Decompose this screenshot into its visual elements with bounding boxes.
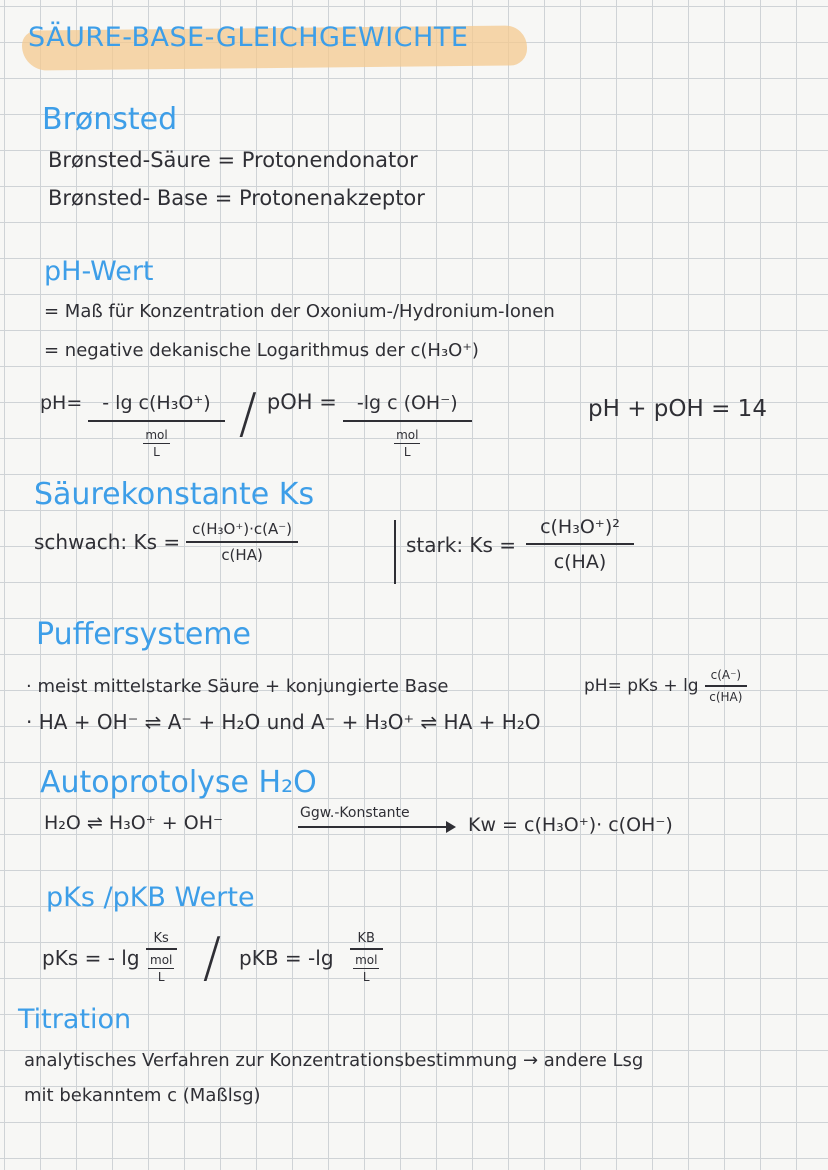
bronsted-base-line: Brønsted- Base = Protonenakzeptor: [48, 186, 425, 210]
pks-unit-top: mol: [150, 953, 173, 967]
ks-strong-label: stark: Ks =: [406, 532, 517, 557]
poh-numerator: -lg c (OH⁻): [343, 388, 472, 422]
pks-label: pKs = - lg: [42, 945, 140, 970]
buffer-formula-denominator: c(HA): [709, 690, 743, 704]
buffer-heading: Puffersysteme: [36, 617, 251, 652]
ph-poh-sum: pH + pOH = 14: [588, 396, 767, 422]
autoprotolysis-arrow-label: Ggw.-Konstante: [300, 805, 410, 821]
buffer-line-2: · HA + OH⁻ ⇌ A⁻ + H₂O und A⁻ + H₃O⁺ ⇌ HA + H₂O: [26, 710, 541, 734]
pks-unit-bottom: L: [157, 970, 165, 984]
pkb-numerator: KB: [350, 931, 383, 950]
ph-heading: pH-Wert: [44, 256, 154, 287]
pkb-unit-fraction: [353, 953, 379, 984]
ks-heading: Säurekonstante Ks: [34, 477, 315, 512]
ph-numerator: - lg c(H₃O⁺): [88, 388, 224, 422]
ph-formula-row: [40, 382, 472, 459]
poh-unit-top: mol: [396, 428, 419, 442]
poh-unit-bottom: L: [403, 445, 411, 459]
ks-weak-formula: [34, 520, 298, 564]
pks-numerator: Ks: [146, 931, 177, 950]
titration-line-1: analytisches Verfahren zur Konzentrationsbestimmung → andere Lsg: [24, 1050, 644, 1071]
ph-definition-2: = negative dekanische Logarithmus der c(H₃O⁺): [44, 340, 479, 361]
ks-divider: [394, 520, 396, 584]
titration-heading: Titration: [18, 1004, 132, 1035]
ks-weak-denominator: c(HA): [221, 546, 263, 564]
pks-unit-fraction: [148, 953, 174, 984]
buffer-formula-numerator: c(A⁻): [705, 668, 748, 687]
pkb-fraction: [350, 931, 383, 984]
page-title: SÄURE-BASE-GLEICHGEWICHTE: [28, 22, 469, 53]
ks-strong-formula: [406, 516, 634, 573]
ks-strong-fraction: [526, 516, 634, 573]
title-block: [28, 22, 468, 53]
ph-fraction: [88, 388, 224, 459]
titration-line-2: mit bekanntem c (Maßlsg): [24, 1085, 261, 1106]
pk-slash: /: [202, 926, 222, 989]
buffer-formula-fraction: [705, 668, 748, 704]
ks-weak-fraction: [186, 520, 298, 564]
pks-fraction: [146, 931, 177, 984]
bronsted-acid-line: Brønsted-Säure = Protonendonator: [48, 148, 418, 172]
buffer-formula: [584, 668, 747, 704]
autoprotolysis-heading: Autoprotolyse H₂O: [40, 765, 317, 800]
pk-formula-row: [42, 926, 383, 989]
ph-unit-bottom: L: [153, 445, 160, 459]
poh-unit-fraction: [394, 428, 420, 459]
poh-label: pOH =: [266, 390, 337, 414]
arrow-right-icon: [446, 821, 456, 833]
ph-definition-1: = Maß für Konzentration der Oxonium-/Hydronium-Ionen: [44, 301, 555, 322]
autoprotolysis-arrow-line: [298, 826, 448, 828]
pkb-label: pKB = -lg: [239, 945, 334, 970]
poh-fraction: [343, 388, 472, 459]
pkb-unit-bottom: L: [362, 970, 370, 984]
pk-heading: pKs /pKB Werte: [46, 882, 255, 913]
bronsted-heading: Brønsted: [42, 102, 178, 137]
ks-strong-denominator: c(HA): [553, 551, 607, 573]
ks-strong-numerator: c(H₃O⁺)²: [526, 516, 634, 545]
ph-unit-fraction: [143, 428, 169, 459]
ks-weak-label: schwach: Ks =: [34, 530, 181, 554]
autoprotolysis-equation: H₂O ⇌ H₃O⁺ + OH⁻: [44, 812, 224, 834]
ks-weak-numerator: c(H₃O⁺)·c(A⁻): [186, 520, 298, 543]
kw-formula: Kw = c(H₃O⁺)· c(OH⁻): [468, 814, 673, 836]
ph-slash: /: [238, 382, 257, 445]
buffer-formula-label: pH= pKs + lg: [584, 676, 699, 696]
buffer-line-1: · meist mittelstarke Säure + konjungierte Base: [26, 676, 449, 697]
ph-label: pH=: [40, 392, 83, 414]
pkb-unit-top: mol: [355, 953, 378, 967]
ph-unit-top: mol: [145, 428, 168, 442]
